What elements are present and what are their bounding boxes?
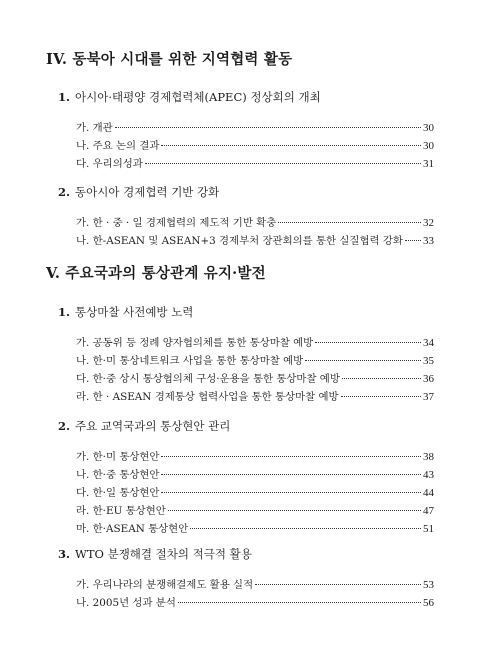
toc-entry[interactable]: [76, 576, 434, 590]
section-heading: [58, 304, 193, 320]
toc-entry[interactable]: [76, 334, 434, 348]
toc-entry-label: 나. 2005년 성과 분석: [76, 597, 176, 609]
dot-leader: [161, 474, 421, 475]
toc-entry[interactable]: [76, 370, 434, 384]
dot-leader: [341, 396, 421, 397]
toc-entry-label: 다. 우리의성과: [76, 158, 143, 170]
toc-entry-label: 가. 우리나라의 분쟁해결제도 활용 실적: [76, 579, 254, 591]
page-number: 56: [423, 597, 434, 609]
page-number: 37: [423, 391, 434, 403]
section-number: 1.: [58, 305, 71, 319]
part-heading: V. 주요국과의 통상관계 유지·발전: [46, 265, 266, 282]
toc-entry[interactable]: [76, 155, 434, 169]
section-number: 1.: [58, 90, 71, 104]
toc-entry-label: 가. 개관: [76, 122, 113, 134]
section-number: 2.: [58, 419, 71, 433]
page-number: 44: [423, 487, 434, 499]
page-number: 38: [423, 451, 434, 463]
toc-entry-label: 다. 한·일 통상현안: [76, 487, 160, 499]
part-heading: IV. 동북아 시대를 위한 지역협력 활동: [46, 51, 293, 68]
page-number: 32: [423, 217, 434, 229]
toc-entry[interactable]: [76, 352, 434, 366]
dot-leader: [342, 378, 421, 379]
toc-entry-label: 나. 한·중 통상현안: [76, 469, 160, 481]
toc-entry-label: 라. 한·EU 통상현안: [76, 505, 166, 517]
page-number: 47: [423, 505, 434, 517]
dot-leader: [178, 602, 421, 603]
dot-leader: [315, 342, 421, 343]
dot-leader: [255, 584, 421, 585]
page-number: 53: [423, 579, 434, 591]
page-number: 34: [423, 337, 434, 349]
toc-entry[interactable]: [76, 484, 434, 498]
page-number: 33: [423, 235, 434, 247]
section-number: 3.: [58, 547, 71, 561]
dot-leader: [145, 163, 421, 164]
dot-leader: [168, 510, 421, 511]
page-number: 36: [423, 373, 434, 385]
dot-leader: [405, 240, 421, 241]
section-title: 통상마찰 사전예방 노력: [75, 305, 194, 319]
toc-entry[interactable]: [76, 388, 434, 402]
toc-entry-label: 나. 주요 논의 결과: [76, 140, 160, 152]
toc-entry-label: 가. 한·미 통상현안: [76, 451, 160, 463]
page-number: 31: [423, 158, 434, 170]
toc-entry[interactable]: [76, 502, 434, 516]
dot-leader: [115, 127, 421, 128]
toc-entry[interactable]: [76, 448, 434, 462]
section-title: 동아시아 경제협력 기반 강화: [75, 185, 220, 199]
page-number: 43: [423, 469, 434, 481]
section-heading: [58, 184, 219, 200]
dot-leader: [161, 145, 421, 146]
section-title: WTO 분쟁해결 절차의 적극적 활용: [75, 547, 252, 561]
section-title: 아시아·태평양 경제협력체(APEC) 정상회의 개최: [75, 90, 321, 104]
page-number: 51: [423, 523, 434, 535]
dot-leader: [190, 528, 421, 529]
toc-entry[interactable]: [76, 594, 434, 608]
toc-entry-label: 라. 한 · ASEAN 경제통상 협력사업을 통한 통상마찰 예방: [76, 391, 339, 403]
toc-entry-label: 가. 공동위 등 정례 양자협의체를 통한 통상마찰 예방: [76, 337, 314, 349]
toc-entry[interactable]: [76, 232, 434, 246]
toc-entry[interactable]: [76, 214, 434, 228]
page-number: 30: [423, 140, 434, 152]
toc-entry-label: 마. 한·ASEAN 통상현안: [76, 523, 189, 535]
toc-entry-label: 나. 한·미 통상네트워크 사업을 통한 통상마찰 예방: [76, 355, 304, 367]
toc-entry-label: 나. 한-ASEAN 및 ASEAN+3 경제부처 장관회의를 통한 실질협력 강화: [76, 235, 403, 247]
section-title: 주요 교역국과의 통상현안 관리: [75, 419, 231, 433]
toc-entry[interactable]: [76, 520, 434, 534]
toc-entry[interactable]: [76, 137, 434, 151]
dot-leader: [278, 222, 421, 223]
toc-entry-label: 다. 한·중 상시 통상협의체 구성·운용을 통한 통상마찰 예방: [76, 373, 340, 385]
page-number: 30: [423, 122, 434, 134]
toc-entry[interactable]: [76, 466, 434, 480]
section-heading: [58, 546, 252, 562]
toc-entry[interactable]: [76, 119, 434, 133]
section-heading: [58, 89, 321, 105]
page-number: 35: [423, 355, 434, 367]
dot-leader: [305, 360, 421, 361]
section-number: 2.: [58, 185, 71, 199]
toc-entry-label: 가. 한 · 중 · 일 경제협력의 제도적 기반 확충: [76, 217, 277, 229]
dot-leader: [161, 492, 421, 493]
section-heading: [58, 418, 230, 434]
dot-leader: [161, 456, 421, 457]
